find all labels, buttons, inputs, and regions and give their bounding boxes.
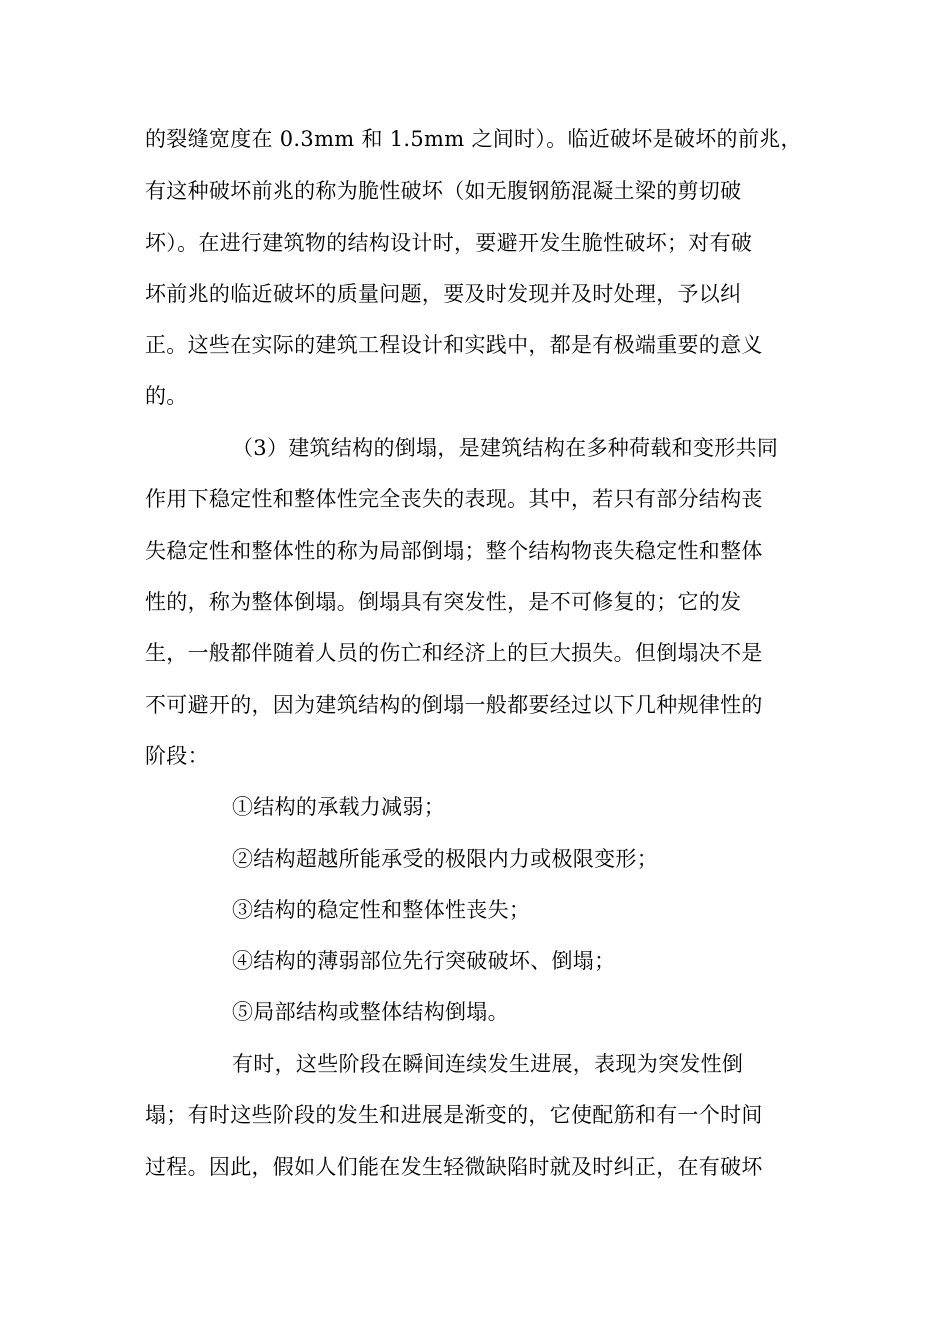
text-line: 的裂缝宽度在 0.3mm 和 1.5mm 之间时）。临近破坏是破坏的前兆， [145,127,802,151]
list-item: ①结构的承载力减弱； [232,795,445,819]
text-line: 有时，这些阶段在瞬间连续发生进展，表现为突发性倒 [232,1052,744,1076]
list-item: ⑤局部结构或整体结构倒塌。 [232,1000,509,1024]
text-line: 生，一般都伴随着人员的伤亡和经济上的巨大损失。但倒塌决不是 [145,641,763,665]
text-line: 不可避开的，因为建筑结构的倒塌一般都要经过以下几种规律性的 [145,693,763,717]
list-item: ③结构的稳定性和整体性丧失； [232,898,531,922]
text-line: 坏前兆的临近破坏的质量问题，要及时发现并及时处理，予以纠 [145,282,742,306]
text-line: 性的，称为整体倒塌。倒塌具有突发性，是不可修复的；它的发 [145,590,742,614]
text-line: 的。 [145,384,188,408]
text-line: 塌；有时这些阶段的发生和进展是渐变的，它使配筋和有一个时间 [145,1103,763,1127]
text-line: 坏）。在进行建筑物的结构设计时，要避开发生脆性破坏；对有破 [145,231,753,255]
text-line: 有这种破坏前兆的称为脆性破坏（如无腹钢筋混凝土梁的剪切破 [145,179,742,203]
list-item: ②结构超越所能承受的极限内力或极限变形； [232,847,658,871]
text-line: 正。这些在实际的建筑工程设计和实践中，都是有极端重要的意义 [145,333,763,357]
text-line: 作用下稳定性和整体性完全丧失的表现。其中，若只有部分结构丧 [145,487,763,511]
text-line: 失稳定性和整体性的称为局部倒塌；整个结构物丧失稳定性和整体 [145,539,763,563]
text-line: 阶段： [145,744,209,768]
text-line: 过程。因此，假如人们能在发生轻微缺陷时就及时纠正，在有破坏 [145,1155,763,1179]
text-line: （3）建筑结构的倒塌，是建筑结构在多种荷载和变形共同 [232,436,779,460]
list-item: ④结构的薄弱部位先行突破破坏、倒塌； [232,949,616,973]
